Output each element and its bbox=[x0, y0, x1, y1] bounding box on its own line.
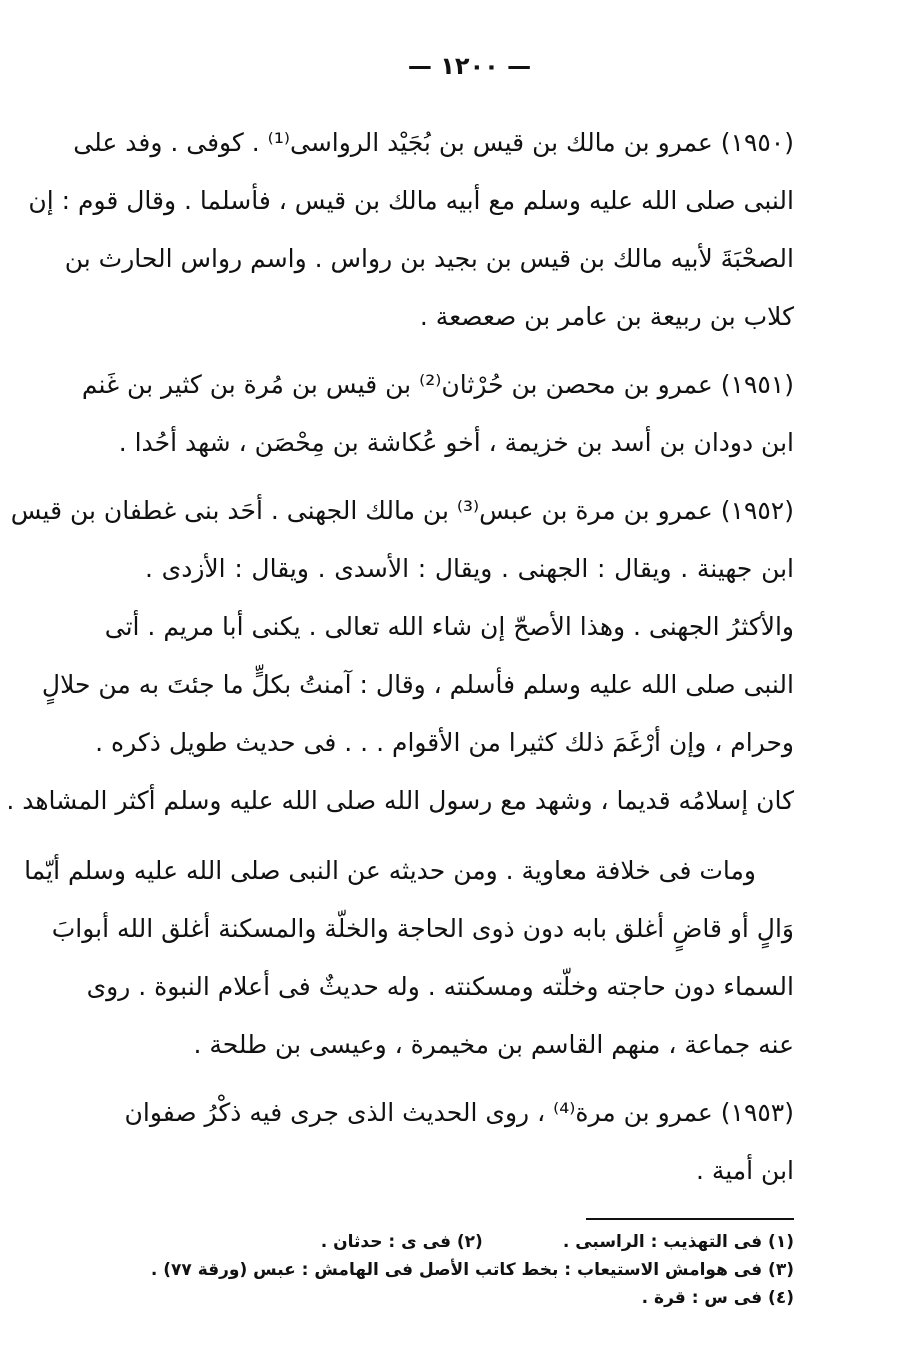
entry-line: (١٩٥٢) عمرو بن مرة بن عبس⁽³⁾ بن مالك الجهنى . أحَد بنى غطفان بن قيس bbox=[10, 496, 794, 525]
footnote-2: (٢) فى ى : حدثان . bbox=[320, 1232, 483, 1252]
entry-line: وحرام ، وإن أرْغَمَ ذلك كثيرا من الأقوام . . . فى حديث طويل ذكره . bbox=[95, 728, 794, 757]
footnote-divider bbox=[586, 1218, 794, 1220]
entry-line: ابن دودان بن أسد بن خزيمة ، أخو عُكاشة بن مِحْصَن ، شهد أحُدا . bbox=[118, 428, 794, 457]
entry-line: (١٩٥٣) عمرو بن مرة⁽⁴⁾ ، روى الحديث الذى جرى فيه ذكْرُ صفوان bbox=[124, 1098, 794, 1127]
entry-line: ومات فى خلافة معاوية . ومن حديثه عن النبى صلى الله عليه وسلم أيّما bbox=[24, 856, 756, 885]
entry-1952 bbox=[6, 482, 794, 1074]
entry-1951 bbox=[81, 356, 794, 472]
entry-line: النبى صلى الله عليه وسلم مع أبيه مالك بن قيس ، فأسلما . وقال قوم : إن bbox=[28, 186, 794, 215]
entry-line: ابن جهينة . ويقال : الجهنى . ويقال : الأسدى . ويقال : الأزدى . bbox=[145, 554, 794, 583]
page-number: — ١٢٠٠ — bbox=[407, 52, 532, 80]
footnote-3: (٣) فى هوامش الاستيعاب : بخط كاتب الأصل فى الهامش : عبس (ورقة ٧٧) . bbox=[150, 1260, 794, 1280]
footnote-4: (٤) فى س : قرة . bbox=[641, 1288, 794, 1308]
entry-1950 bbox=[28, 114, 794, 346]
entry-line: كلاب بن ربيعة بن عامر بن صعصعة . bbox=[419, 302, 794, 331]
entry-line: ابن أمية . bbox=[695, 1156, 794, 1185]
entry-line: والأكثرُ الجهنى . وهذا الأصحّ إن شاء الله تعالى . يكنى أبا مريم . أتى bbox=[104, 612, 794, 641]
paragraph-spacer bbox=[145, 830, 794, 842]
footnote-row bbox=[145, 1228, 794, 1256]
footnotes bbox=[145, 1228, 794, 1312]
entry-line: (١٩٥١) عمرو بن محصن بن حُرْثان⁽²⁾ بن قيس بن مُرة بن كثير بن غَنم bbox=[81, 370, 794, 399]
entry-line: الصحْبَةَ لأبيه مالك بن قيس بن بجيد بن رواس . واسم رواس الحارث بن bbox=[64, 244, 794, 273]
footnote-1: (١) فى التهذيب : الراسبى . bbox=[562, 1232, 794, 1252]
entry-line: النبى صلى الله عليه وسلم فأسلم ، وقال : آمنتُ بكلٍّ ما جئتَ به من حلالٍ bbox=[41, 670, 794, 699]
entry-line: وَالٍ أو قاضٍ أغلق بابه دون ذوى الحاجة والخلّة والمسكنة أغلق الله أبوابَ bbox=[51, 914, 794, 943]
entry-1953 bbox=[124, 1084, 794, 1200]
entry-line: كان إسلامُه قديما ، وشهد مع رسول الله صلى الله عليه وسلم أكثر المشاهد . bbox=[6, 786, 794, 815]
entry-line: السماء دون حاجته وخلّته ومسكنته . وله حديثٌ فى أعلام النبوة . روى bbox=[86, 972, 794, 1001]
entry-line: (١٩٥٠) عمرو بن مالك بن قيس بن بُجَيْد الرواسى⁽¹⁾ . كوفى . وفد على bbox=[73, 128, 794, 157]
entry-line: عنه جماعة ، منهم القاسم بن مخيمرة ، وعيسى بن طلحة . bbox=[193, 1030, 794, 1059]
